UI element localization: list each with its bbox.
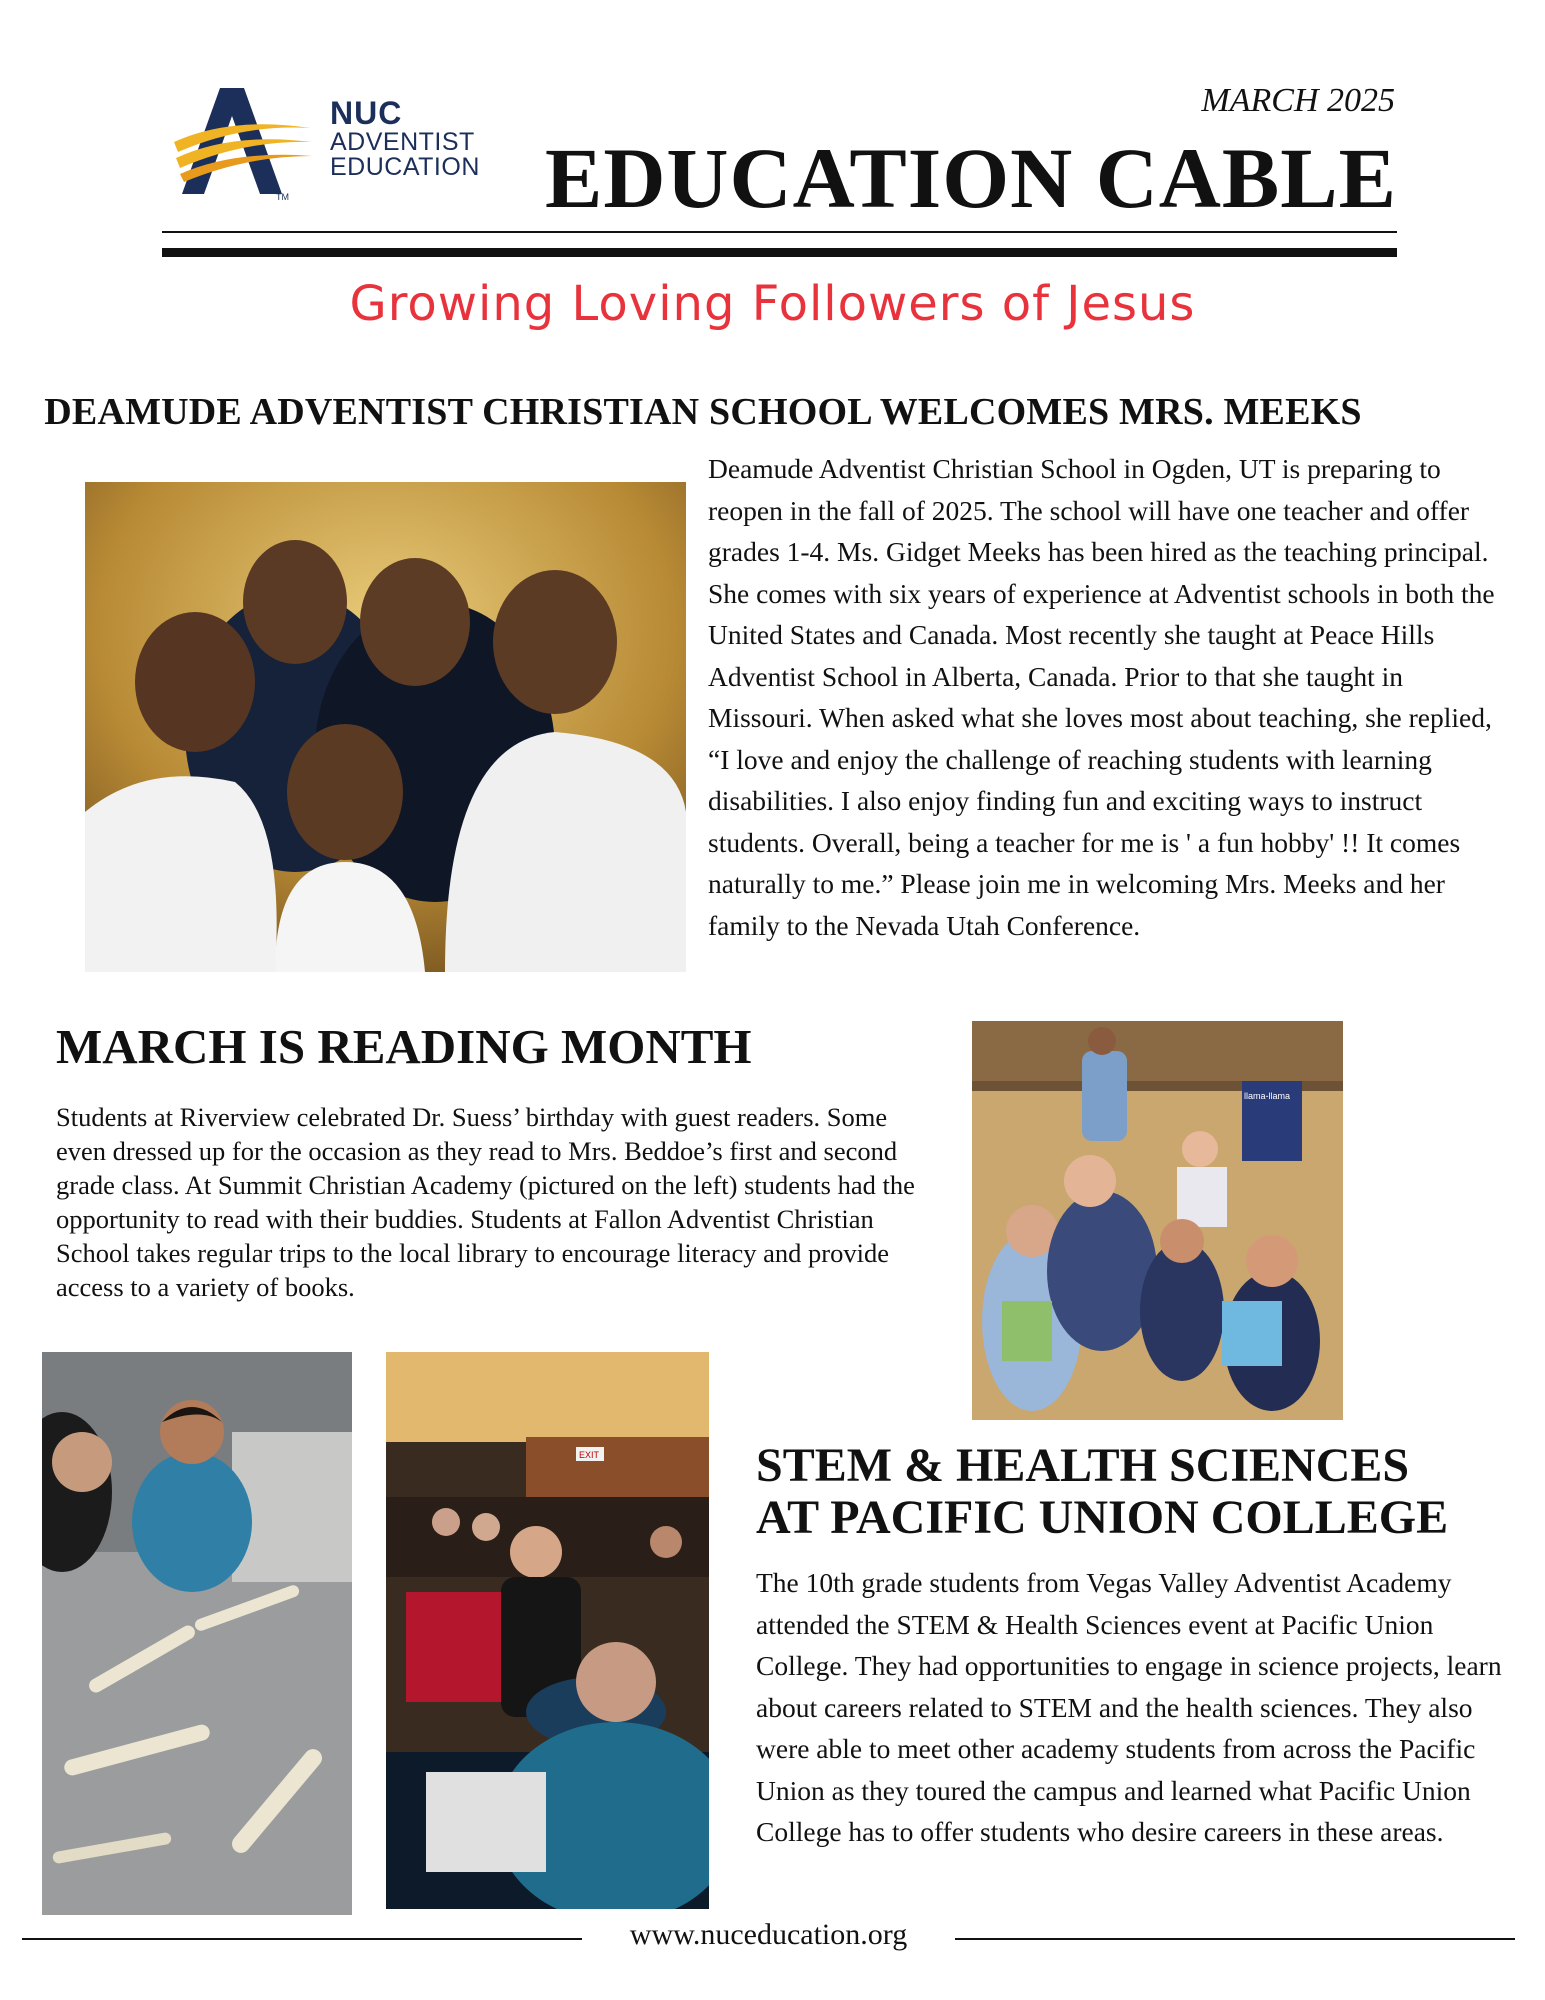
science-lab-photo xyxy=(42,1352,352,1915)
header-rule-thin xyxy=(162,231,1397,233)
svg-text:llama-llama: llama-llama xyxy=(1244,1091,1291,1101)
logo-wordmark xyxy=(330,96,510,180)
story1-heading: DEAMUDE ADVENTIST CHRISTIAN SCHOOL WELCOMES MRS. MEEKS xyxy=(44,391,1362,433)
story3-heading-line2: AT PACIFIC UNION COLLEGE xyxy=(756,1491,1449,1544)
story3-body: The 10th grade students from Vegas Valley Adventist Academy attended the STEM & Health Sciences event at Pacific Union College. They had opportunities to engage in science projects, learn about careers related to STEM and the health sciences. They also were able to meet other academy students from across the Pacific Union as they toured the campus and learned what Pacific Union College has to offer students who desire careers in these areas. xyxy=(756,1567,1502,1847)
svg-text:TM: TM xyxy=(276,192,289,202)
story1-body: Deamude Adventist Christian School in Ogden, UT is preparing to reopen in the fall of 2025. The school will have one teacher and offer grades 1-4. Ms. Gidget Meeks has been hired as the teaching principal. She comes with six years of experience at Adventist schools in both the United States and Canada. Most recently she taught at Peace Hills Adventist School in Alberta, Canada. Prior to that she taught in Missouri. When asked what she loves most about teaching, she replied, “I love and enjoy the challenge of reaching students with learning disabilities. I also enjoy finding fun and exciting ways to instruct students. Overall, being a teacher for me is ' a fun hobby' !! It comes naturally to me.” Please join me in welcoming Mrs. Meeks and her family to the Nevada Utah Conference. xyxy=(708,453,1495,941)
tagline: Growing Loving Followers of Jesus xyxy=(349,276,1196,332)
header-rule-thick xyxy=(162,248,1397,257)
reading-month-photo xyxy=(972,1021,1343,1420)
newsletter-title: EDUCATION CABLE xyxy=(544,130,1397,226)
issue-date: MARCH 2025 xyxy=(1201,82,1395,119)
logo-a-icon xyxy=(172,84,322,204)
logo-nuc: NUC xyxy=(330,95,403,131)
story2-heading: MARCH IS READING MONTH xyxy=(56,1019,752,1074)
footer-rule-right xyxy=(955,1938,1515,1940)
footer-url: www.nuceducation.org xyxy=(629,1918,908,1951)
family-photo xyxy=(85,482,686,972)
svg-text:EXIT: EXIT xyxy=(579,1450,600,1460)
story2-body: Students at Riverview celebrated Dr. Suess’ birthday with guest readers. Some even dressed up for the occasion as they read to Mrs. Beddoe’s first and second grade class. At Summit Christian Academy (pictured on the left) students had the opportunity to read with their buddies. Students at Fallon Adventist Christian School takes regular trips to the local library to encourage literacy and provide access to a variety of books. xyxy=(56,1102,915,1302)
logo-adventist: ADVENTIST xyxy=(330,128,475,156)
story3-heading-line1: STEM & HEALTH SCIENCES xyxy=(756,1439,1410,1492)
logo-education: EDUCATION xyxy=(330,153,480,181)
story3-heading xyxy=(756,1440,1516,1544)
college-fair-photo xyxy=(386,1352,709,1909)
